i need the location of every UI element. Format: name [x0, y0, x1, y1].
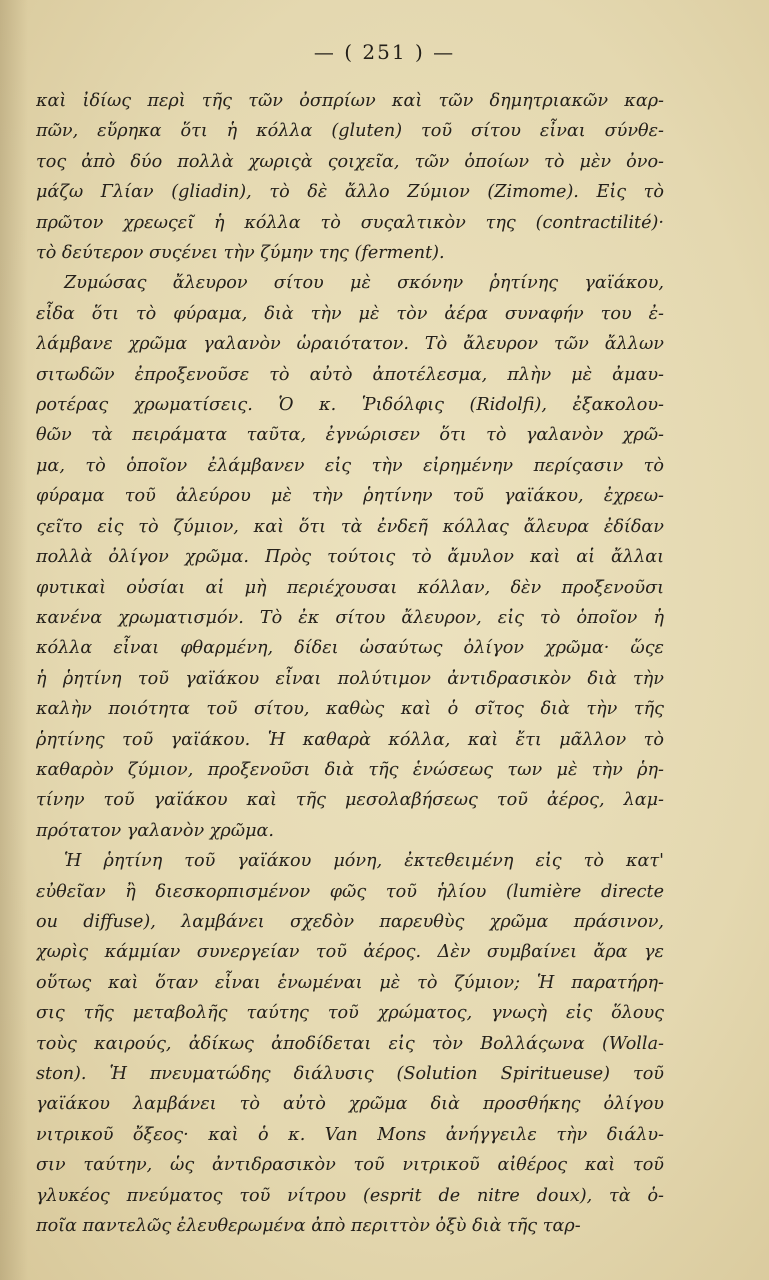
text-line: τος ἀπὸ δύο πολλὰ χωριςὰ ςοιχεῖα, τῶν ὁποίων τὸ μὲν ὀνο-: [36, 151, 664, 172]
text-line: τοὺς καιρούς, ἀδίκως ἀποδίδεται εἰς τὸν Βολλάςωνα (Wolla-: [36, 1033, 664, 1054]
text-line: τὸ δεύτερον συςένει τὴν ζύμην της (ferment).: [36, 243, 445, 264]
page-number-header: — ( 251 ) —: [313, 40, 456, 64]
text-line: εὐθεῖαν ἢ διεσκορπισμένον φῶς τοῦ ἡλίου (lumière directe: [36, 881, 664, 902]
text-line: κόλλα εἶναι φθαρμένη, δίδει ὡσαύτως ὀλίγον χρῶμα· ὥςε: [36, 638, 664, 659]
text-line: Ζυμώσας ἄλευρον σίτου μὲ σκόνην ῥητίνης γαϊάκου,: [64, 273, 664, 294]
text-line: πολλὰ ὀλίγον χρῶμα. Πρὸς τούτοις τὸ ἄμυλον καὶ αἱ ἄλλαι: [36, 547, 664, 568]
text-line: Ἡ ῥητίνη τοῦ γαϊάκου μόνη, ἐκτεθειμένη εἰς τὸ κατ': [64, 851, 664, 872]
text-line: πῶν, εὕρηκα ὅτι ἡ κόλλα (gluten) τοῦ σίτου εἶναι σύνθε-: [36, 121, 664, 142]
text-line: τίνην τοῦ γαϊάκου καὶ τῆς μεσολαβήσεως τοῦ ἀέρος, λαμ-: [36, 790, 664, 811]
text-line: ροτέρας χρωματίσεις. Ὁ κ. Ῥιδόλφις (Ridolfi), ἐξακολου-: [36, 395, 664, 416]
text-line: μα, τὸ ὁποῖον ἐλάμβανεν εἰς τὴν εἰρημένην περίςασιν τὸ: [36, 455, 664, 476]
text-line: σιν ταύτην, ὡς ἀντιδρασικὸν τοῦ νιτρικοῦ αἰθέρος καὶ τοῦ: [36, 1155, 664, 1176]
page-gutter-shadow: [0, 0, 28, 1280]
text-line: σιτωδῶν ἐπροξενοῦσε τὸ αὐτὸ ἀποτέλεσμα, πλὴν μὲ ἀμαυ-: [36, 364, 664, 385]
text-line: ςεῖτο εἰς τὸ ζύμιον, καὶ ὅτι τὰ ἐνδεῆ κόλλας ἄλευρα ἐδίδαν: [36, 516, 664, 537]
text-line: γαϊάκου λαμβάνει τὸ αὐτὸ χρῶμα διὰ προσθήκης ὀλίγου: [36, 1094, 664, 1115]
text-line: καὶ ἰδίως περὶ τῆς τῶν ὀσπρίων καὶ τῶν δημητριακῶν καρ-: [36, 91, 664, 111]
text-line: ποῖα παντελῶς ἐλευθερωμένα ἀπὸ περιττὸν ὀξὺ διὰ τῆς ταρ-: [36, 1216, 581, 1237]
text-line: ston). Ἡ πνευματώδης διάλυσις (Solution Spiritueuse) τοῦ: [36, 1064, 664, 1084]
text-line: θῶν τὰ πειράματα ταῦτα, ἐγνώρισεν ὅτι τὸ γαλανὸν χρῶ-: [36, 425, 664, 446]
paragraph: [36, 86, 664, 268]
text-line: ἡ ῥητίνη τοῦ γαϊάκου εἶναι πολύτιμον ἀντιδρασικὸν διὰ τὴν: [36, 668, 664, 689]
text-line: ῥητίνης τοῦ γαϊάκου. Ἡ καθαρὰ κόλλα, καὶ ἔτι μᾶλλον τὸ: [36, 729, 664, 750]
body-text: [36, 86, 664, 1241]
text-line: ou diffuse), λαμβάνει σχεδὸν παρευθὺς χρῶμα πράσινον,: [36, 911, 664, 932]
text-line: εἶδα ὅτι τὸ φύραμα, διὰ τὴν μὲ τὸν ἀέρα συναφήν του ἐ-: [36, 303, 664, 324]
text-line: λάμβανε χρῶμα γαλανὸν ὡραιότατον. Τὸ ἄλευρον τῶν ἄλλων: [36, 334, 664, 355]
text-line: μάζω Γλίαν (gliadin), τὸ δὲ ἄλλο Ζύμιον (Zimome). Εἰς τὸ: [36, 182, 664, 203]
text-line: χωρὶς κάμμίαν συνεργείαν τοῦ ἀέρος. Δὲν συμβαίνει ἄρα γε: [36, 942, 664, 963]
paragraph: [36, 846, 664, 1241]
paragraph: [36, 268, 664, 846]
text-line: καθαρὸν ζύμιον, προξενοῦσι διὰ τῆς ἑνώσεως των μὲ τὴν ῥη-: [36, 759, 664, 780]
text-line: γλυκέος πνεύματος τοῦ νίτρου (esprit de nitre doux), τὰ ὁ-: [36, 1185, 664, 1206]
text-line: φυτικαὶ οὐσίαι αἱ μὴ περιέχουσαι κόλλαν, δὲν προξενοῦσι: [36, 577, 664, 598]
text-line: φύραμα τοῦ ἀλεύρου μὲ τὴν ῥητίνην τοῦ γαϊάκου, ἐχρεω-: [36, 486, 664, 507]
text-line: κανένα χρωματισμόν. Τὸ ἐκ σίτου ἄλευρον, εἰς τὸ ὁποῖον ἡ: [36, 607, 664, 628]
text-line: σις τῆς μεταβολῆς ταύτης τοῦ χρώματος, γνωςὴ εἰς ὅλους: [36, 1003, 664, 1024]
text-line: καλὴν ποιότητα τοῦ σίτου, καθὼς καὶ ὁ σῖτος διὰ τὴν τῆς: [36, 699, 664, 720]
text-line: νιτρικοῦ ὄξεος· καὶ ὁ κ. Van Mons ἀνήγγειλε τὴν διάλυ-: [36, 1124, 664, 1145]
text-line: πρότατον γαλανὸν χρῶμα.: [36, 820, 274, 841]
text-line: οὕτως καὶ ὅταν εἶναι ἑνωμέναι μὲ τὸ ζύμιον; Ἡ παρατήρη-: [36, 972, 664, 993]
text-line: πρῶτον χρεωςεῖ ἡ κόλλα τὸ συςαλτικὸν της (contractilité)·: [36, 212, 664, 233]
